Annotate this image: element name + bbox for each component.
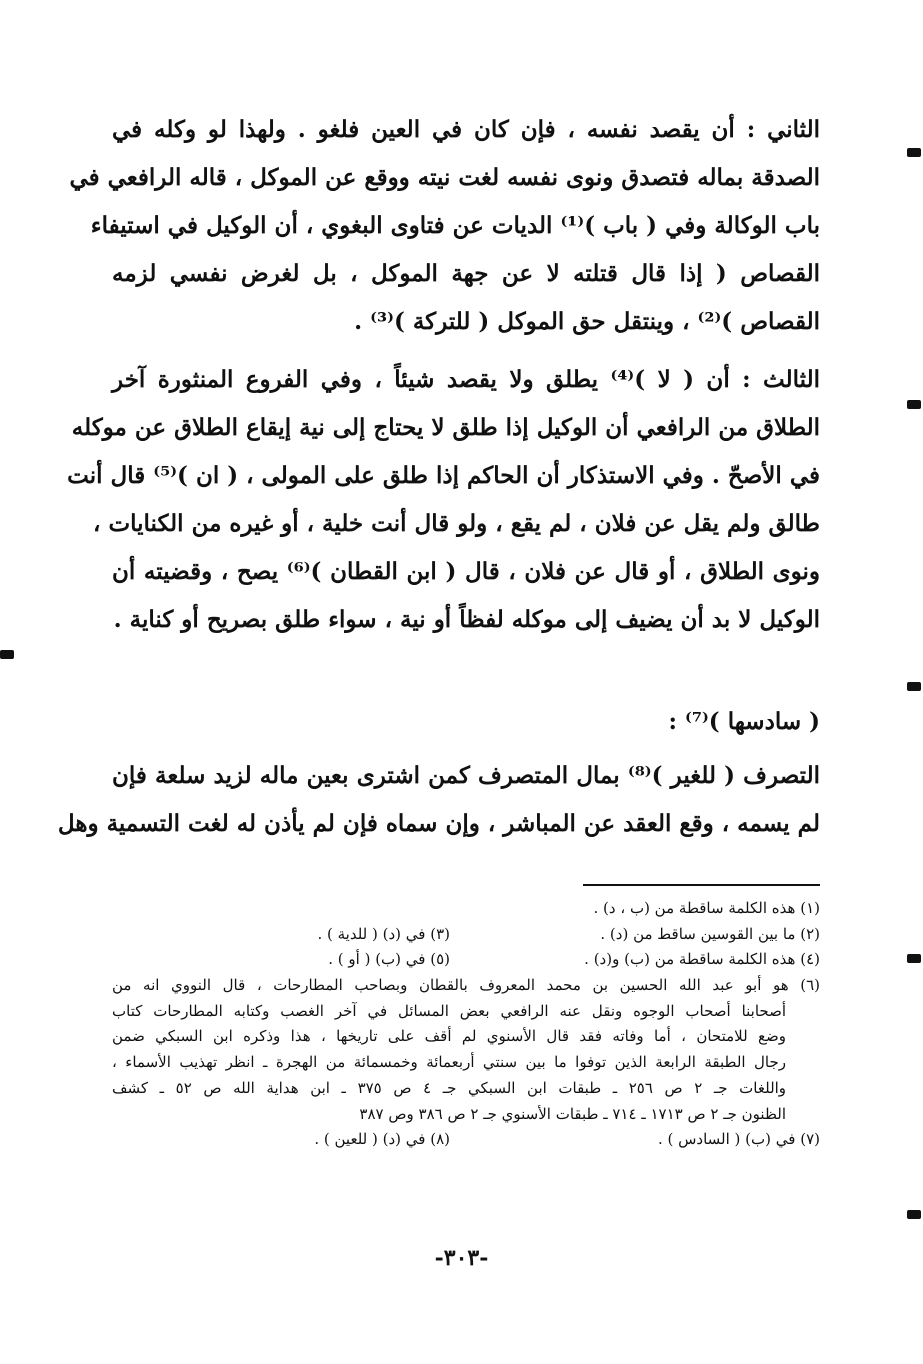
scan-edge-mark (907, 400, 921, 409)
scan-edge-mark (0, 650, 14, 659)
paragraph-second (69, 106, 820, 346)
footnotes (112, 896, 820, 1153)
page-number: -٣٠٣- (434, 1245, 489, 1271)
text-line: الوكيل لا بد أن يضيف إلى موكله لفظاً أو نية ، سواء طلق بصريح أو كناية . (113, 606, 820, 633)
footnote-4: (٤) هذه الكلمة ساقطة من (ب) و(د) . (584, 950, 820, 969)
scan-edge-mark (907, 954, 921, 963)
footnote-7: (٧) في (ب) ( السادس ) . (657, 1130, 820, 1149)
text-line: الثالث : أن ( لا )⁽⁴⁾ يطلق ولا يقصد شيئاً ، وفي الفروع المنثورة آخر (112, 366, 820, 393)
text-line: طالق ولم يقل عن فلان ، لم يقع ، ولو قال أنت خلية ، أو غيره من الكنايات ، (93, 510, 820, 537)
text-line: التصرف ( للغير )⁽⁸⁾ بمال المتصرف كمن اشترى بعين ماله لزيد سلعة فإن (112, 762, 820, 789)
scan-edge-mark (907, 1210, 921, 1219)
paragraph-third (67, 356, 821, 644)
footnote-5: (٥) في (ب) ( أو ) . (328, 950, 450, 969)
text-line: الطلاق من الرافعي أن الوكيل إذا طلق لا يحتاج إلى نية إيقاع الطلاق عن موكله (71, 414, 820, 441)
scan-edge-mark (907, 682, 921, 691)
footnote-6-line: رجال الطبقة الرابعة الذين توفوا ما بين سنتي أربعمائة وخمسمائة من الهجرة ـ انظر تهذيب الأسماء ، (112, 1053, 786, 1072)
footnote-row (112, 896, 820, 922)
scan-edge-mark (907, 148, 921, 157)
footnote-row (112, 922, 820, 948)
text-line: الصدقة بماله فتصدق ونوى نفسه لغت نيته ووقع عن الموكل ، قاله الرافعي في (69, 164, 820, 191)
text-line: في الأصحّ . وفي الاستذكار أن الحاكم إذا طلق على المولى ، ( ان )⁽⁵⁾ قال أنت (67, 462, 820, 489)
text-line: الثاني : أن يقصد نفسه ، فإن كان في العين فلغو . ولهذا لو وكله في (112, 116, 820, 143)
paragraph-sixth (57, 752, 820, 848)
footnote-row (112, 947, 820, 973)
text-line: باب الوكالة وفي ( باب )⁽¹⁾ الديات عن فتاوى البغوي ، أن الوكيل في استيفاء (90, 212, 820, 239)
text-line: القصاص ( إذا قال قتلته لا عن جهة الموكل ، بل لغرض نفسي لزمه (112, 260, 820, 287)
text-line: القصاص )⁽²⁾ ، وينتقل حق الموكل ( للتركة )⁽³⁾ . (354, 308, 820, 335)
footnote-6-line: وضع للامتحان ، أما وفاته فقد قال الأسنوي لم أقف على تاريخها ، هذا وذكره ابن السبكي ضمن (112, 1027, 786, 1046)
text-line: لم يسمه ، وقع العقد عن المباشر ، وإن سماه فإن لم يأذن له لغت التسمية وهل (57, 810, 820, 837)
footnote-separator (583, 884, 820, 886)
footnote-8: (٨) في (د) ( للعين ) . (314, 1130, 450, 1149)
footnote-6-line: واللغات جـ ٢ ص ٢٥٦ ـ طبقات ابن السبكي جـ ٤ ص ٣٧٥ ـ ابن هداية الله ص ٥٢ ـ كشف (112, 1078, 787, 1097)
footnote-6-line: أصحابنا أصحاب الوجوه ونقل عنه الرافعي بعض المسائل في آخر الغصب وكتابه المطارحات كتاب (112, 1001, 786, 1020)
footnote-row (112, 1127, 820, 1153)
footnote-1: (١) هذه الكلمة ساقطة من (ب ، د) . (593, 899, 820, 917)
footnote-6-line: الظنون جـ ٢ ص ١٧١٣ ـ ٧١٤ ـ طبقات الأسنوي جـ ٢ ص ٣٨٦ وص ٣٨٧ (359, 1104, 786, 1123)
section-heading: ( سادسها )⁽⁷⁾ : (668, 708, 820, 735)
footnote-6-line: (٦) هو أبو عبد الله الحسين بن محمد المعروف بالقطان وبصاحب المطارحات ، قال النووي انه من (112, 976, 820, 995)
text-line: ونوى الطلاق ، أو قال عن فلان ، قال ( ابن القطان )⁽⁶⁾ يصح ، وقضيته أن (112, 558, 821, 585)
footnote-2: (٢) ما بين القوسين ساقط من (د) . (600, 924, 820, 943)
footnote-3: (٣) في (د) ( للدية ) . (317, 924, 450, 943)
